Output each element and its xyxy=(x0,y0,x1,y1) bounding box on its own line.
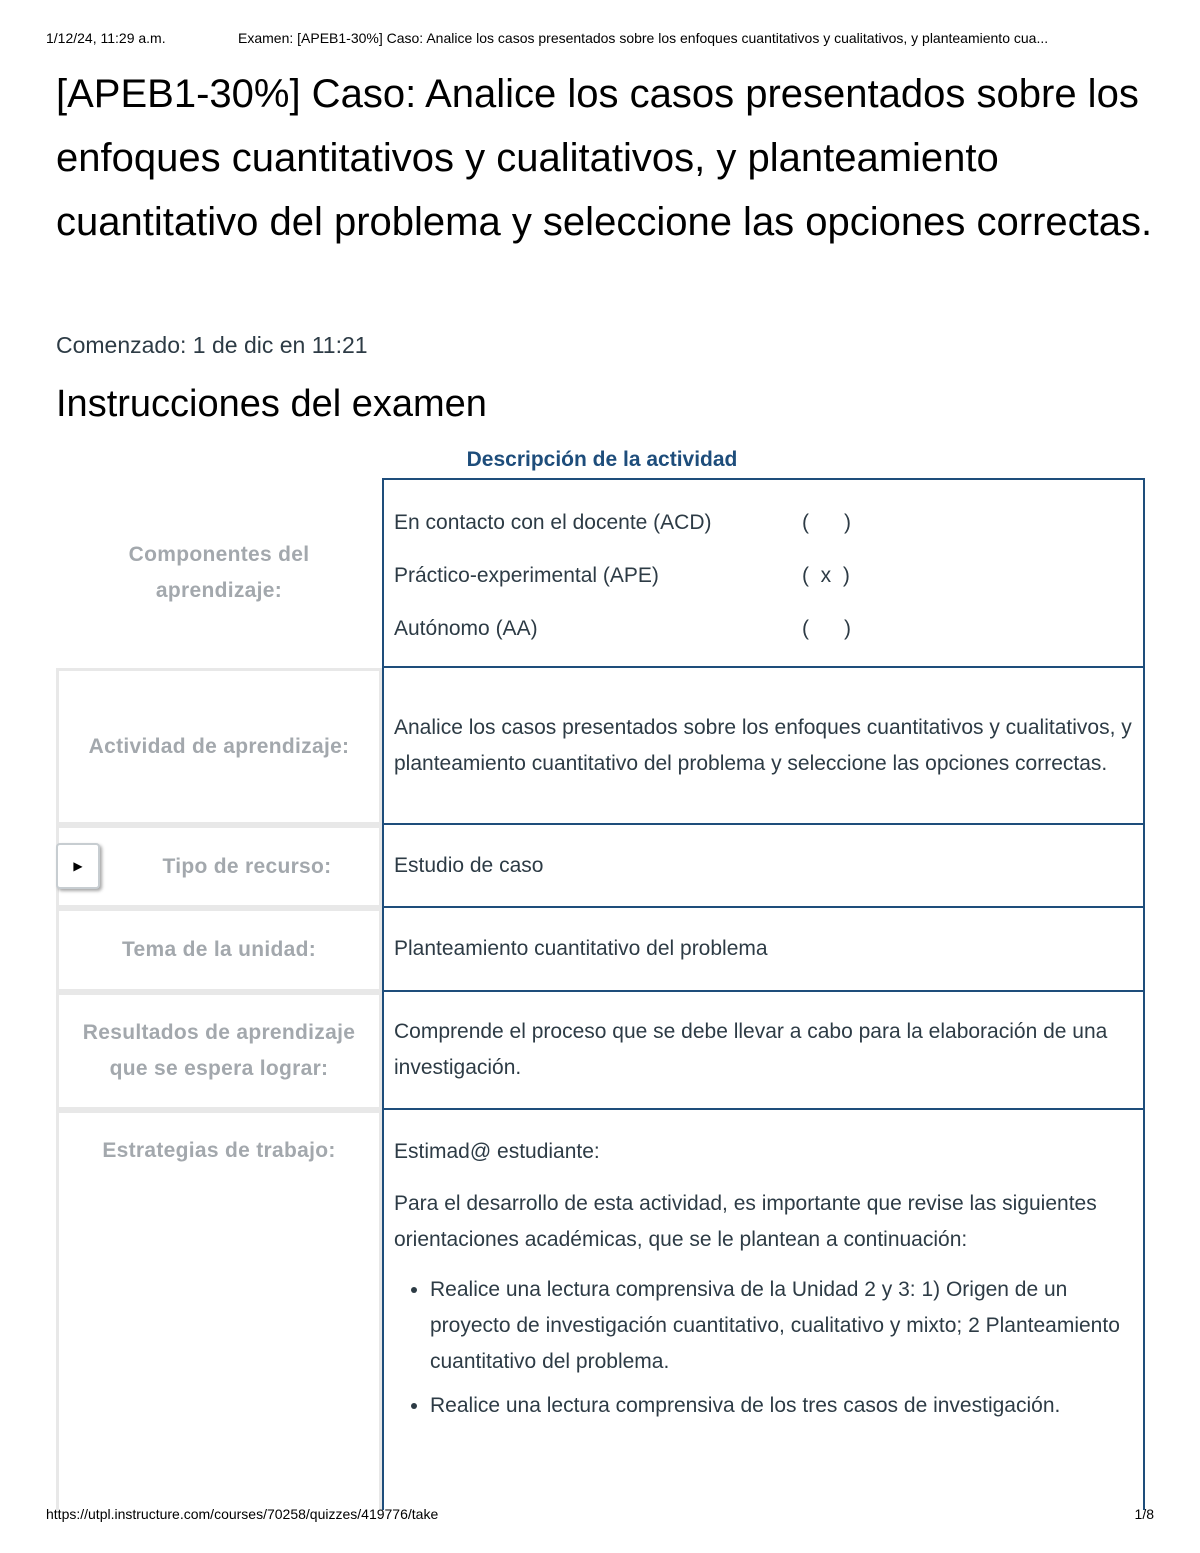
print-page-title: Examen: [APEB1-30%] Caso: Analice los casos presentados sobre los enfoques cuantitativos y cualitativos, y planteamiento cua... xyxy=(238,30,1049,46)
components-value xyxy=(382,478,1145,668)
activity-value: Analice los casos presentados sobre los enfoques cuantitativos y cualitativos, y planteamiento cuantitativo del problema y seleccione las opciones correctas. xyxy=(382,668,1145,825)
page-url: https://utpl.instructure.com/courses/70258/quizzes/419776/take xyxy=(46,1506,439,1522)
component-item: Autónomo (AA) ( ) xyxy=(394,602,1133,655)
strategies-list xyxy=(394,1272,1133,1424)
row-resource xyxy=(56,825,1145,908)
resource-value: Estudio de caso xyxy=(382,825,1145,908)
components-label: Componentes del aprendizaje: xyxy=(128,543,310,602)
outcomes-value: Comprende el proceso que se debe llevar a cabo para la elaboración de una investigación. xyxy=(382,992,1145,1110)
list-item: • Realice una lectura comprensiva de los tres casos de investigación. xyxy=(430,1388,1133,1424)
row-activity xyxy=(56,668,1145,825)
component-checkbox: ( x ) xyxy=(802,563,850,587)
component-checkbox: ( ) xyxy=(802,510,851,534)
row-topic xyxy=(56,908,1145,992)
started-at: Comenzado: 1 de dic en 11:21 xyxy=(56,332,368,358)
strategies-greeting: Estimad@ estudiante: xyxy=(394,1140,600,1163)
expand-play-icon[interactable]: ▶ xyxy=(56,843,100,889)
instructions-heading: Instrucciones del examen xyxy=(56,383,487,425)
activity-label: Actividad de aprendizaje: xyxy=(56,668,382,825)
topic-value: Planteamiento cuantitativo del problema xyxy=(382,908,1145,992)
component-item: En contacto con el docente (ACD) ( ) xyxy=(394,496,1133,549)
page-number: 1/8 xyxy=(1134,1506,1154,1522)
page-title: [APEB1-30%] Caso: Analice los casos presentados sobre los enfoques cuantitativos y cualitativos, y planteamiento cuantitativo del problema y seleccione las opciones correctas. xyxy=(56,72,1153,244)
print-header xyxy=(46,30,1154,46)
resource-label: Tipo de recurso: xyxy=(56,825,382,908)
print-date: 1/12/24, 11:29 a.m. xyxy=(46,30,166,46)
strategies-label: Estrategias de trabajo: xyxy=(56,1110,382,1510)
row-strategies xyxy=(56,1110,1145,1510)
row-outcomes xyxy=(56,992,1145,1110)
strategies-intro: Para el desarrollo de esta actividad, es importante que revise las siguientes orientaciones académicas, que se le plantean a continuación: xyxy=(394,1192,1097,1251)
list-item: • Realice una lectura comprensiva de la Unidad 2 y 3: 1) Origen de un proyecto de investigación cuantitativo, cualitativo y mixto; 2 Planteamiento cuantitativo del problema. xyxy=(430,1272,1133,1380)
component-item: Práctico-experimental (APE) ( x ) xyxy=(394,549,1133,602)
component-checkbox: ( ) xyxy=(802,616,851,640)
strategies-value xyxy=(382,1110,1145,1510)
topic-label: Tema de la unidad: xyxy=(56,908,382,992)
row-components xyxy=(56,478,1145,668)
print-footer xyxy=(46,1506,1154,1522)
outcomes-label: Resultados de aprendizaje que se espera lograr: xyxy=(56,992,382,1110)
table-caption: Descripción de la actividad xyxy=(466,448,738,471)
